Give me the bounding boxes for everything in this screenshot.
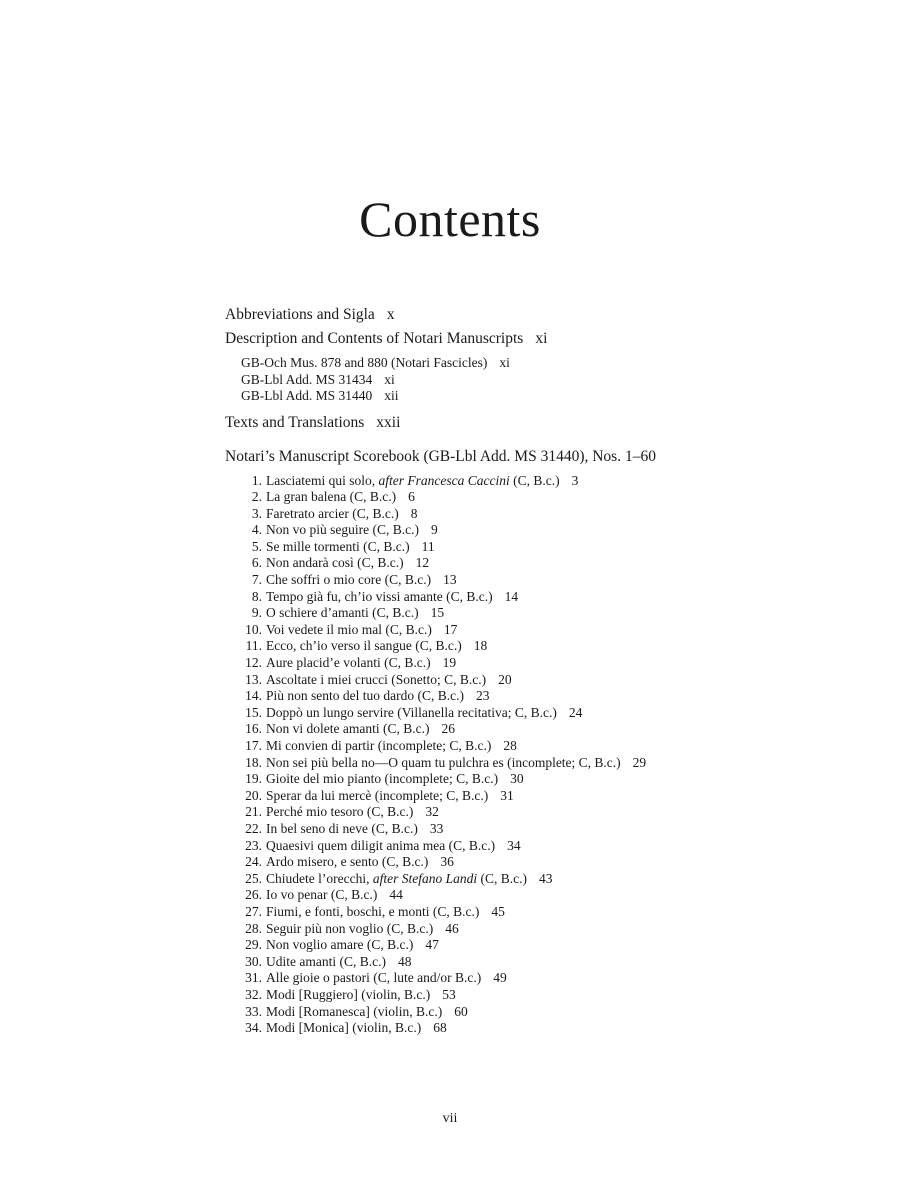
toc-entry-page: xxii [376,413,401,431]
toc-subentry[interactable] [225,372,865,389]
toc-item-page: 47 [425,937,439,953]
toc-item-number: 25. [245,870,262,886]
toc-item[interactable] [237,655,865,672]
toc-item-number: 6. [251,555,262,571]
toc-item-title: O schiere d’amanti (C, B.c.) [266,605,419,621]
toc-item[interactable] [237,921,865,938]
toc-item-number: 2. [251,489,262,505]
toc-item-page: 23 [475,688,490,704]
toc-item[interactable] [237,506,865,523]
toc-item[interactable] [237,489,865,506]
toc-item[interactable] [237,821,865,838]
toc-item-title: Non vo più seguire (C, B.c.) [266,522,419,538]
toc-item-number: 15. [245,704,262,720]
toc-item-number: 24. [245,854,262,870]
toc-item-number: 17. [245,738,262,753]
toc-item-number: 21. [245,804,262,820]
toc-item-number: 23. [245,837,262,853]
toc-item-title: Sperar da lui mercè (incomplete; C, B.c.) [266,787,489,803]
toc-item-title: Aure placid’e volanti (C, B.c.) [266,655,431,671]
toc-item[interactable] [237,638,865,655]
toc-item[interactable] [237,838,865,855]
toc-item[interactable] [237,589,865,606]
toc-entry-description[interactable] [225,327,865,351]
toc-item-page: 18 [473,638,488,654]
toc-item[interactable] [237,804,865,821]
toc-entry-label: Description and Contents of Notari Manuscripts [225,330,524,347]
toc-item-title: Ardo misero, e sento (C, B.c.) [266,854,429,870]
page-title: Contents [359,191,541,247]
toc-item-title: Alle gioie o pastori (C, lute and/or B.c.) [266,970,482,986]
toc-item-page: 60 [454,1003,468,1019]
toc-entry-abbreviations[interactable] [225,303,865,327]
toc-item-number: 3. [251,505,262,521]
toc-item[interactable] [237,887,865,904]
toc-subentry-page: xii [384,388,399,403]
toc-item-page: 29 [632,754,647,770]
toc-item-title: Faretrato arcier (C, B.c.) [266,505,399,521]
toc-item-number: 33. [245,1003,262,1019]
toc-item-title: La gran balena (C, B.c.) [266,489,397,505]
toc-item-page: 48 [397,953,412,969]
toc-subentry[interactable] [225,355,865,372]
toc-item[interactable] [237,572,865,589]
toc-item-title: Fiumi, e fonti, boschi, e monti (C, B.c.) [266,903,480,919]
toc-item[interactable] [237,987,865,1004]
scorebook-item-list [225,473,865,1037]
toc-item[interactable] [237,705,865,722]
toc-item-number: 28. [245,920,262,936]
toc-item-page: 43 [538,870,553,886]
toc-item-page: 12 [415,555,430,571]
toc-subentry-label: GB-Lbl Add. MS 31440 [241,388,373,403]
toc-item-title: Tempo già fu, ch’io vissi amante (C, B.c.) [266,588,493,604]
toc-item-number: 16. [245,721,262,737]
toc-item-page: 32 [425,804,439,820]
toc-item[interactable] [237,904,865,921]
toc-item-number: 8. [251,588,262,604]
toc-item-page: 28 [503,738,517,753]
toc-item-page: 36 [440,854,454,870]
toc-item-number: 1. [251,472,262,488]
toc-item[interactable] [237,755,865,772]
toc-entry-label: Notari’s Manuscript Scorebook (GB-Lbl Add. MS 31440), Nos. 1–60 [225,447,656,465]
toc-item[interactable] [237,854,865,871]
toc-entry-page: xi [535,330,548,347]
toc-subentry-page: xi [384,371,395,387]
toc-item-title: Più non sento del tuo dardo (C, B.c.) [266,688,464,704]
toc-item[interactable] [237,954,865,971]
toc-item[interactable] [237,937,865,954]
toc-item-number: 30. [245,953,262,969]
toc-item-number: 13. [245,671,262,687]
toc-item-title: Ecco, ch’io verso il sangue (C, B.c.) [266,638,462,654]
toc-item-title: Perché mio tesoro (C, B.c.) [266,804,414,820]
toc-item[interactable] [237,970,865,987]
toc-item-page: 45 [491,903,505,919]
toc-item[interactable] [237,473,865,490]
toc-item-number: 22. [245,820,262,836]
toc-item-title: Mi convien di partir (incomplete; C, B.c.) [266,738,492,753]
toc-item[interactable] [237,622,865,639]
toc-item-number: 7. [251,572,262,588]
toc-item-title: Quaesivi quem diligit anima mea (C, B.c.) [266,837,496,853]
toc-item-title: Chiudete l’orecchi, [266,870,373,886]
toc-item-attribution: after Francesca Caccini [378,472,510,488]
toc-item-page: 49 [493,970,507,986]
toc-item-number: 11. [245,638,262,654]
toc-item[interactable] [237,721,865,738]
toc-item[interactable] [237,555,865,572]
toc-item-title: Non voglio amare (C, B.c.) [266,937,414,953]
toc-item-page: 3 [571,472,579,488]
toc-entry-texts[interactable] [225,411,865,435]
toc-item-page: 46 [445,920,459,936]
toc-item-page: 17 [443,621,458,637]
toc-item[interactable] [237,688,865,705]
toc-item-number: 34. [245,1020,262,1036]
toc-item[interactable] [237,539,865,556]
toc-item-title: Non sei più bella no—O quam tu pulchra es (incomplete; C, B.c.) [266,754,621,770]
toc-item-page: 8 [410,505,418,521]
toc-item-scoring: (C, B.c.) [477,870,527,886]
toc-subentry-label: GB-Och Mus. 878 and 880 (Notari Fascicles) [241,355,488,370]
toc-entry-page: x [386,306,395,323]
toc-item-number: 32. [245,986,262,1002]
page-number: vii [442,1111,458,1126]
toc-item-title: Voi vedete il mio mal (C, B.c.) [266,621,432,637]
toc-item[interactable] [237,738,865,755]
toc-item-title: Non andarà così (C, B.c.) [266,555,404,571]
toc-item-page: 68 [433,1020,447,1036]
toc-item-page: 34 [507,837,521,853]
toc-item-number: 19. [245,771,262,787]
toc-item[interactable] [237,788,865,805]
toc-item[interactable] [237,522,865,539]
toc-subentry-page: xi [499,355,510,370]
toc-item-number: 29. [245,937,262,953]
toc-item-page: 11 [421,538,435,554]
toc-item-title: Udite amanti (C, B.c.) [266,953,386,969]
toc-item-page: 30 [510,771,524,787]
toc-item-page: 19 [442,655,457,671]
toc-subentry-label: GB-Lbl Add. MS 31434 [241,371,373,387]
toc-item-title: Che soffri o mio core (C, B.c.) [266,572,432,588]
toc-item-number: 31. [245,970,262,986]
toc-item-title: Gioite del mio pianto (incomplete; C, B.c.) [266,771,499,787]
toc-item[interactable] [237,771,865,788]
toc-item-title: Lasciatemi qui solo, [266,472,379,488]
toc-item[interactable] [237,871,865,888]
toc-item-title: Modi [Monica] (violin, B.c.) [266,1020,422,1036]
toc-item-page: 14 [504,588,519,604]
toc-item-number: 27. [245,903,262,919]
toc-item-title: Modi [Ruggiero] (violin, B.c.) [266,986,431,1002]
toc-item-number: 18. [245,754,262,770]
toc-item-number: 5. [251,538,262,554]
table-of-contents [225,303,865,1037]
toc-item[interactable] [237,1004,865,1021]
toc-item-title: Non vi dolete amanti (C, B.c.) [266,721,430,737]
toc-entry-label: Texts and Translations [225,413,365,431]
toc-entry-label: Abbreviations and Sigla [225,306,375,323]
toc-item[interactable] [237,672,865,689]
toc-item-title: Doppò un lungo servire (Villanella recitativa; C, B.c.) [266,704,557,720]
toc-item-page: 20 [498,671,512,687]
toc-item-scoring: (C, B.c.) [509,472,560,488]
toc-item-page: 6 [408,489,415,505]
toc-item-page: 9 [430,522,438,538]
toc-item-title: Ascoltate i miei crucci (Sonetto; C, B.c.) [266,671,487,687]
toc-item-page: 33 [429,820,444,836]
toc-item-number: 12. [245,655,262,671]
toc-item-number: 9. [251,605,262,621]
toc-item-page: 13 [443,572,457,588]
toc-item-page: 53 [442,986,456,1002]
toc-item-number: 10. [245,621,262,637]
toc-item-number: 20. [245,787,262,803]
toc-item-title: Io vo penar (C, B.c.) [266,887,378,903]
toc-item-title: Seguir più non voglio (C, B.c.) [266,920,434,936]
toc-item-attribution: after Stefano Landi [372,870,478,886]
toc-item[interactable] [237,605,865,622]
toc-item-title: Modi [Romanesca] (violin, B.c.) [266,1003,443,1019]
toc-item-number: 4. [251,522,262,538]
toc-item[interactable] [237,1020,865,1037]
toc-item-page: 31 [500,787,514,803]
toc-item-number: 26. [245,887,262,903]
toc-item-page: 44 [389,887,403,903]
toc-item-page: 15 [430,605,445,621]
toc-item-title: Se mille tormenti (C, B.c.) [266,538,410,554]
toc-item-title: In bel seno di neve (C, B.c.) [266,820,418,836]
toc-subentry[interactable] [225,388,865,405]
toc-entry-scorebook[interactable] [225,445,865,469]
toc-item-page: 24 [568,704,583,720]
toc-item-number: 14. [245,688,262,704]
toc-item-page: 26 [441,721,455,737]
